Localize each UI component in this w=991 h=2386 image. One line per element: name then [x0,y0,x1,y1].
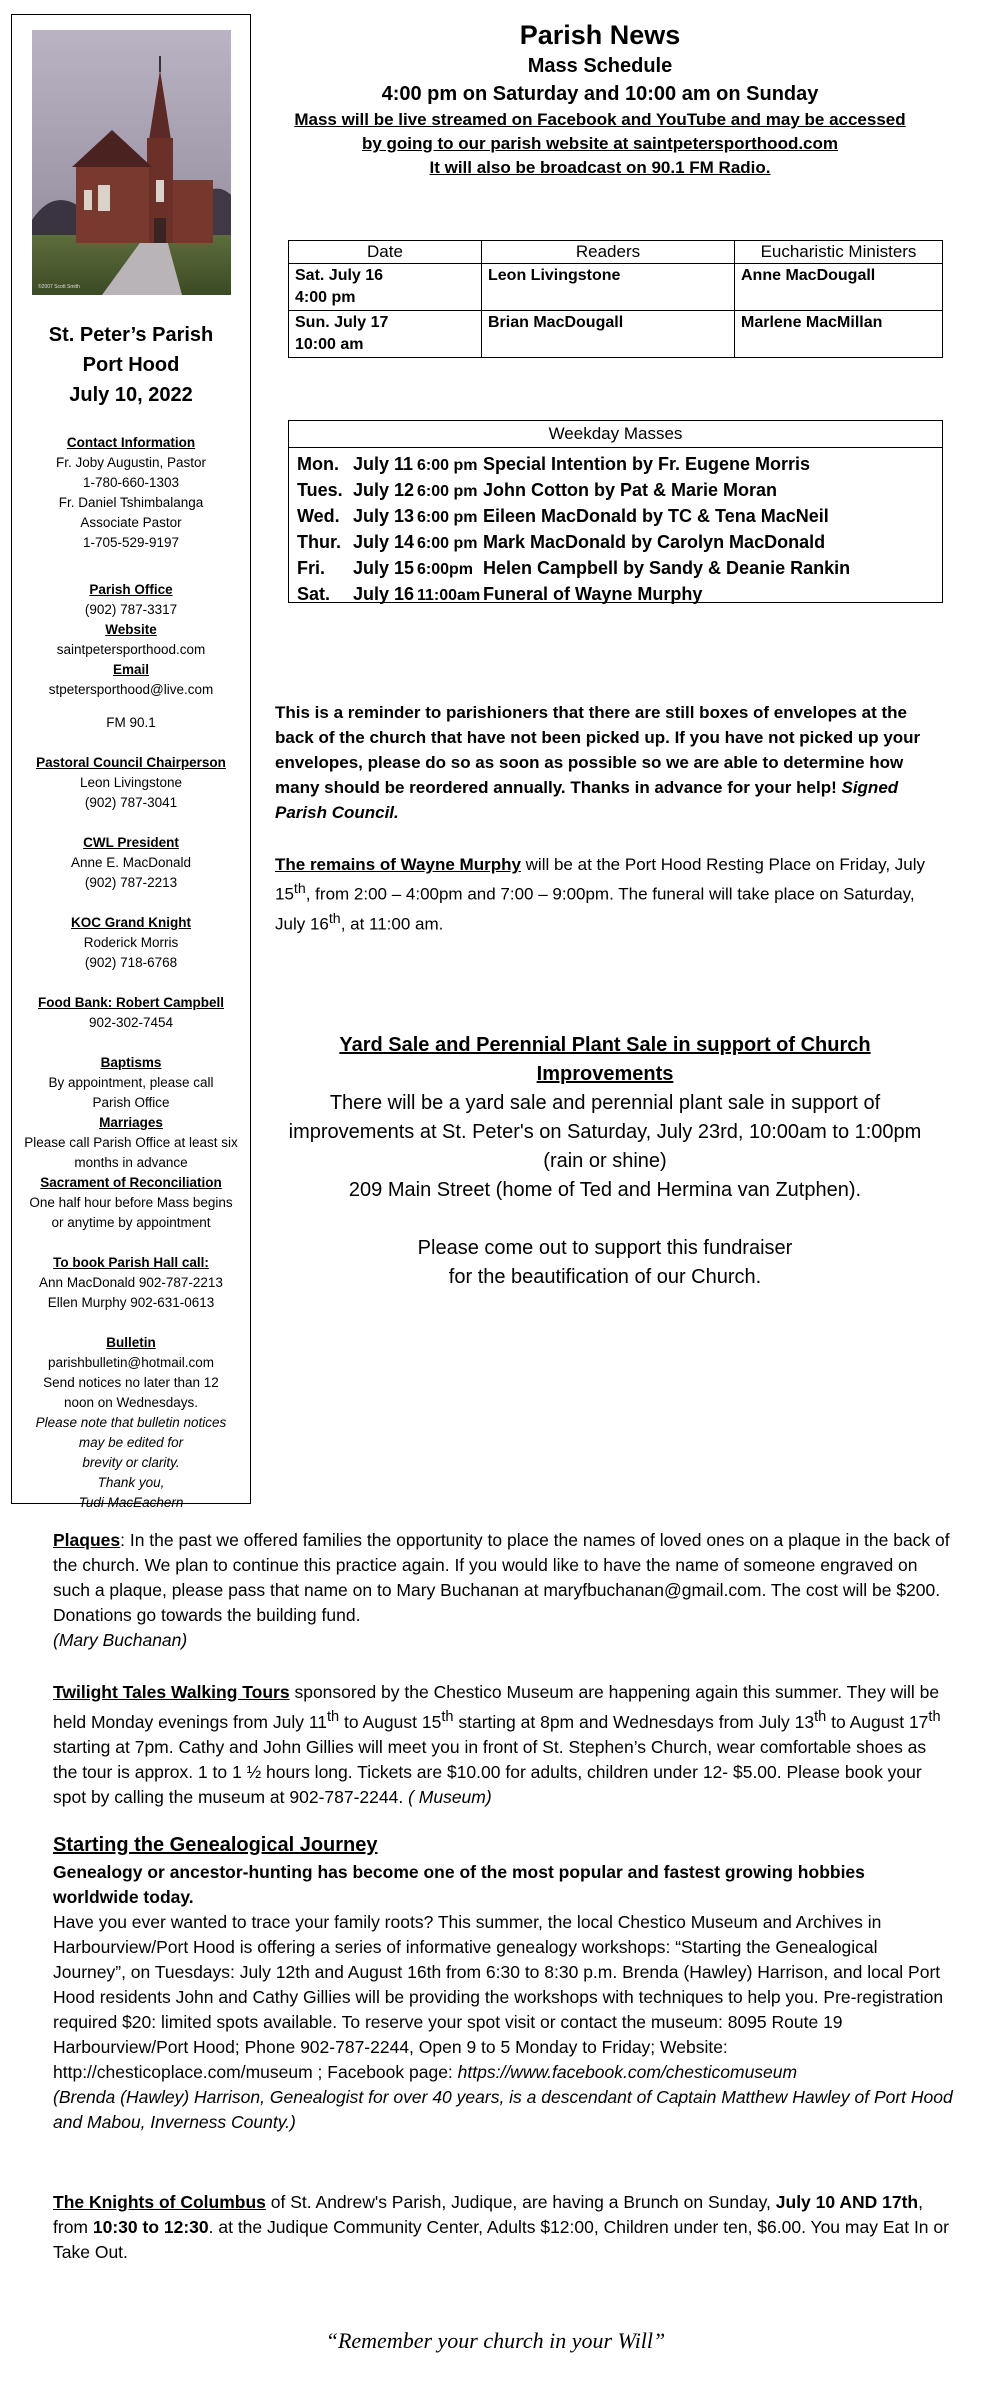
twilight-tours-notice [53,1680,953,1810]
yard-sale-appeal: Please come out to support this fundraiser [417,1237,793,1259]
email-heading: Email [112,662,150,677]
ministers-cell: Marlene MacMillan [735,311,943,358]
ordinal: th [328,910,341,927]
pastoral-council [12,753,250,813]
plaques-heading: Plaques [53,1530,121,1550]
date-cell [289,264,482,311]
genealogy-bio: (Brenda (Hawley) Harrison, Genealogist for over 40 years, is a descendant of Captain Matthew Hawley of Port Hood and Mabou, Inverness County.) [53,2087,953,2132]
envelopes-text: This is a reminder to parishioners that there are still boxes of envelopes at the back of the church that have not been picked up. If you have not picked up your envelopes, please do so as soon as possible so we are able to determine how many should be reordered annually. Thanks in advance for your help! [275,703,921,797]
parish-office [12,580,250,700]
mass-day: Fri. [297,558,326,578]
ordinal: th [814,1709,827,1725]
contact-info [12,433,250,553]
funeral-text: will be at the Port Hood Resting Place on Friday, July 15 [275,855,926,904]
weekday-list [289,448,942,612]
bulletin-note: brevity or clarity. [82,1455,180,1470]
parish-hall [12,1253,250,1313]
office-heading: Parish Office [89,582,173,597]
bulletin-editor: Tudi MacEachern [78,1495,184,1510]
weekday-mass-row [297,478,934,504]
sacraments [12,1053,250,1233]
cwl-heading: CWL President [83,835,179,850]
mass-intention: Mark MacDonald by Carolyn MacDonald [483,532,826,552]
table-row [289,264,943,311]
hall-heading: To book Parish Hall call: [53,1255,209,1270]
yard-sale-notice [275,1031,935,1292]
parish-place: Port Hood [82,354,180,376]
contact-line: Associate Pastor [80,515,182,530]
date-time: 4:00 pm [295,289,356,306]
mass-intention: Funeral of Wayne Murphy [483,584,703,604]
knights-text: of St. Andrew's Parish, Judique, are having a Brunch on Sunday, [265,2192,776,2212]
cwl-line: Anne E. MacDonald [70,855,192,870]
marriages-line: months in advance [74,1155,188,1170]
mass-time: 6:00 pm [417,509,478,526]
twilight-text: starting at 7pm. Cathy and John Gillies will meet you in front of St. Stephen’s Church, wear comfortable shoes as the tour is approx. 1 to 1 ½ hours long. Tickets are $10.00 for adults, children under 12- $5.00. Please book your spot by calling the museum at 902-787-2244. [53,1736,927,1807]
ordinal: th [928,1709,941,1725]
bulletin-date: July 10, 2022 [69,384,193,406]
mass-day: Sat. [297,584,331,604]
pastoral-line: (902) 787-3041 [84,795,178,810]
bulletin-email[interactable]: parishbulletin@hotmail.com [47,1355,215,1370]
yard-sale-text: There will be a yard sale and perennial plant sale in support of improvements at St. Peter's on Saturday, July 23rd, 10:00am to 1:00pm (rain or shine) [288,1092,922,1172]
marriages-heading: Marriages [99,1115,163,1130]
reconciliation-line: or anytime by appointment [51,1215,211,1230]
parish-name: St. Peter’s Parish [48,324,214,346]
foodbank-heading: Food Bank: Robert Campbell [37,995,224,1010]
table-row [289,311,943,358]
envelopes-notice [275,700,935,825]
svg-text:©2007 Scott Smith: ©2007 Scott Smith [38,284,80,290]
twilight-text: sponsored by the Chestico Museum are happening again this summer. They will be held Monday evenings from July 11 [53,1682,940,1732]
yard-sale-address: 209 Main Street (home of Ted and Hermina van Zutphen). [348,1179,862,1201]
yard-sale-appeal: for the beautification of our Church. [448,1266,762,1288]
cwl-president [12,833,250,893]
radio-note: It will also be broadcast on 90.1 FM Radio. [429,158,771,177]
contact-line: 1-780-660-1303 [82,475,180,490]
plaques-text: : In the past we offered families the opportunity to place the names of loved ones on a plaque in the back of the church. We plan to continue this practice again. If you would like to have the name of someone engraved on such a plaque, please pass that name on to Mary Buchanan at maryfbuchanan@gmail.com. The cost will be $200. Donations go towards the building fund. [53,1530,950,1625]
church-photo [32,30,231,295]
mass-time: 11:00am [417,587,481,604]
contact-line: Fr. Joby Augustin, Pastor [55,455,207,470]
hall-line: Ellen Murphy 902-631-0613 [47,1295,215,1310]
knights-heading: The Knights of Columbus [53,2192,266,2212]
date-day: Sat. July 16 [295,267,384,284]
funeral-text: , at 11:00 am. [340,914,444,934]
weekday-mass-row [297,504,934,530]
plaques-notice [53,1528,953,1653]
knights-time: 10:30 to 12:30 [92,2217,209,2237]
pastoral-heading: Pastoral Council Chairperson [36,755,226,770]
mass-schedule-header [270,18,930,180]
bulletin-info [12,1333,250,1513]
mass-date: July 15 [353,558,415,578]
mass-time: 6:00pm [417,561,474,578]
column-header: Readers [482,241,735,264]
baptisms-line: By appointment, please call [48,1075,214,1090]
office-phone: (902) 787-3317 [84,602,178,617]
weekday-mass-row [297,556,934,582]
mass-intention: Eileen MacDonald by TC & Tena MacNeil [483,506,829,526]
twilight-text: to August 15 [339,1711,442,1732]
twilight-source: ( Museum) [408,1786,492,1807]
bulletin-heading: Bulletin [106,1335,156,1350]
page-subtitle: Mass Schedule [527,55,673,77]
bulletin-note: Please note that bulletin notices [35,1415,227,1430]
fm-frequency: FM 90.1 [106,715,156,730]
contact-line: Fr. Daniel Tshimbalanga [58,495,204,510]
mass-day: Mon. [297,454,339,474]
ordinal: th [293,881,306,897]
genealogy-heading: Starting the Genealogical Journey [53,1834,378,1856]
column-header: Eucharistic Ministers [735,241,943,264]
weekday-mass-row [297,582,934,608]
date-day: Sun. July 17 [295,314,389,331]
bulletin-line: noon on Wednesdays. [63,1395,199,1410]
mass-date: July 11 [353,454,414,474]
date-cell [289,311,482,358]
bulletin-note: Thank you, [97,1475,165,1490]
marriages-line: Please call Parish Office at least six [24,1135,238,1150]
ministers-cell: Anne MacDougall [735,264,943,311]
knights-brunch-notice [53,2190,953,2265]
mass-date: July 12 [353,480,415,500]
funeral-text: , from 2:00 – 4:00pm and 7:00 – 9:00pm. The funeral will take place on Saturday, July 16 [275,884,915,934]
knights-dates: July 10 AND 17th [775,2192,919,2212]
contact-line: 1-705-529-9197 [82,535,180,550]
footer-quote: “Remember your church in your Will” [325,2328,666,2353]
ordinal: th [327,1709,340,1725]
bulletin-note: may be edited for [78,1435,184,1450]
mass-day: Thur. [297,532,341,552]
readers-table [288,240,943,358]
email-link[interactable]: stpetersporthood@live.com [48,682,214,697]
mass-intention: Special Intention by Fr. Eugene Morris [483,454,811,474]
livestream-note: by going to our parish website at saintpetersporthood.com [361,134,839,153]
bulletin-line: Send notices no later than 12 [43,1375,219,1390]
mass-times: 4:00 pm on Saturday and 10:00 am on Sunday [381,83,819,105]
mass-time: 6:00 pm [417,483,478,500]
cwl-line: (902) 787-2213 [84,875,178,890]
pastoral-line: Leon Livingstone [79,775,183,790]
mass-date: July 16 [353,584,415,604]
knights-text: . at the Judique Community Center, Adults $12:00, Children under ten, $6.00. You may Eat In or Take Out. [53,2217,949,2262]
date-time: 10:00 am [295,336,364,353]
koc-line: (902) 718-6768 [84,955,178,970]
readers-cell: Brian MacDougall [482,311,735,358]
parish-title-block [12,320,250,410]
mass-date: July 14 [353,532,415,552]
mass-day: Wed. [297,506,340,526]
reconciliation-heading: Sacrament of Reconciliation [40,1175,222,1190]
plaques-author: (Mary Buchanan) [53,1630,188,1650]
reconciliation-line: One half hour before Mass begins [29,1195,233,1210]
funeral-heading: The remains of Wayne Murphy [275,855,521,874]
genealogy-text: Have you ever wanted to trace your family roots? This summer, the local Chestico Museum and Archives in Harbourview/Port Hood is offering a series of informative genealogy workshops: “Starting the Genealogical Journey”, on Tuesdays: July 12th and August 16th from 6:30 to 8:30 p.m. Brenda (Hawley) Harrison, and local Port Hood residents John and Cathy Gillies will be providing the workshops with techniques to help you. Pre-registration required $20: limited spots available. To reserve your spot visit or contact the museum: 8095 Route 19 Harbourview/Port Hood; Phone 902-787-2244, Open 9 to 5 Monday to Friday; Website: http://chesticoplace.com/museum ; Facebook page: [53,1912,944,2082]
column-header: Date [289,241,482,264]
envelopes-signature: Signed Parish Council. [275,778,899,822]
ordinal: th [441,1709,454,1725]
mass-date: July 13 [353,506,415,526]
page-title: Parish News [519,20,681,50]
website-heading: Website [105,622,157,637]
hall-line: Ann MacDonald 902-787-2213 [39,1275,223,1290]
museum-facebook-link[interactable]: https://www.facebook.com/chesticomuseum [457,2062,798,2082]
contact-heading: Contact Information [66,435,196,450]
twilight-text: starting at 8pm and Wednesdays from July 13 [453,1711,815,1732]
yard-sale-heading: Yard Sale and Perennial Plant Sale in support of Church Improvements [339,1034,871,1085]
mass-intention: John Cotton by Pat & Marie Moran [483,480,778,500]
weekday-title: Weekday Masses [289,421,942,448]
baptisms-heading: Baptisms [100,1055,162,1070]
mass-time: 6:00 pm [417,457,478,474]
genealogy-notice [53,1830,953,2135]
twilight-heading: Twilight Tales Walking Tours [53,1682,290,1702]
weekday-mass-row [297,452,934,478]
koc-line: Roderick Morris [83,935,179,950]
readers-cell: Leon Livingstone [482,264,735,311]
foodbank-phone: 902-302-7454 [88,1015,174,1030]
weekday-masses-box [288,420,943,603]
sidebar [11,14,251,1510]
baptisms-line: Parish Office [92,1095,170,1110]
genealogy-lead: Genealogy or ancestor-hunting has become one of the most popular and fastest growing hobbies worldwide today. [53,1862,865,1907]
knights-text: , from [53,2192,923,2237]
livestream-note: Mass will be live streamed on Facebook and YouTube and may be accessed [294,110,906,129]
food-bank [12,993,250,1033]
table-header-row [289,241,943,264]
funeral-notice [275,852,935,936]
koc-heading: KOC Grand Knight [71,915,191,930]
mass-day: Tues. [297,480,343,500]
twilight-text: to August 17 [826,1711,929,1732]
koc-grand-knight [12,913,250,973]
mass-intention: Helen Campbell by Sandy & Deanie Rankin [483,558,851,578]
mass-time: 6:00 pm [417,535,478,552]
website-link[interactable]: saintpetersporthood.com [56,642,206,657]
weekday-mass-row [297,530,934,556]
